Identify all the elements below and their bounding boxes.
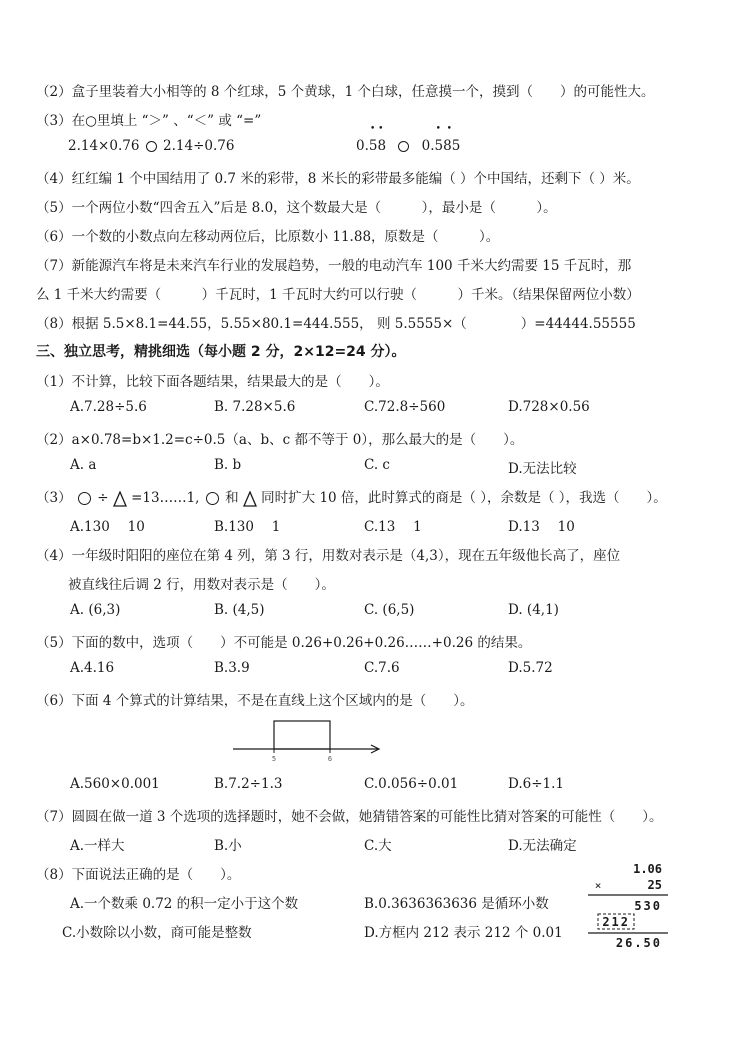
q3-suffix: 同时扩大 10 倍，此时算式的商是（ ），余数是（ ），我选（ ）。 — [261, 490, 667, 506]
choice-q6-option-b[interactable]: B.7.2÷1.3 — [214, 776, 283, 792]
fill-q2: （2）盒子里装着大小相等的 8 个红球，5 个黄球，1 个白球，任意摸一个，摸到（ ）的可能性大。 — [36, 84, 655, 100]
fill-q3-compare-b — [356, 124, 461, 154]
q3-prefix: （3） — [36, 490, 72, 506]
choice-q6-option-d[interactable]: D.6÷1.1 — [508, 776, 565, 792]
choice-q6-option-c[interactable]: C.0.056÷0.01 — [364, 776, 459, 792]
choice-q1-stem: （1）不计算，比较下面各题结果，结果最大的是（ ）。 — [36, 374, 389, 390]
choice-q8-option-a[interactable]: A.一个数乘 0.72 的积一定小于这个数 — [70, 896, 299, 912]
choice-q4-option-b[interactable]: B. (4,5) — [214, 602, 265, 618]
circle-icon — [206, 492, 219, 505]
choice-q1-option-a[interactable]: A.7.28÷5.6 — [70, 399, 147, 415]
calc-multiplier: 25 — [647, 878, 662, 892]
fill-q7-line1: （7）新能源汽车将是未来汽车行业的发展趋势，一般的电动汽车 100 千米大约需要 15 千瓦时，那 — [36, 258, 632, 274]
choice-q7-option-c[interactable]: C.大 — [364, 838, 392, 854]
q3-mid: =13……1, — [131, 490, 200, 506]
choice-q8-option-b[interactable]: B.0.3636363636 是循环小数 — [364, 896, 549, 912]
choice-q5-option-c[interactable]: C.7.6 — [364, 660, 400, 676]
divide-sign: ÷ — [97, 490, 109, 506]
choice-q6-stem: （6）下面 4 个算式的计算结果，不是在直线上这个区域内的是（ ）。 — [36, 693, 474, 709]
choice-q1-option-b[interactable]: B. 7.28×5.6 — [214, 399, 296, 415]
choice-q7-option-b[interactable]: B.小 — [214, 838, 242, 854]
section-3-title: 三、独立思考，精挑细选（每小题 2 分，2×12=24 分）。 — [36, 344, 406, 360]
choice-q6-option-a[interactable]: A.560×0.001 — [70, 776, 160, 792]
choice-q5-option-a[interactable]: A.4.16 — [70, 660, 115, 676]
fill-q3-compare-a — [68, 138, 234, 154]
fill-q3: （3）在○里填上 “＞” 、“＜” 或 “=” — [36, 113, 262, 129]
triangle-icon — [113, 491, 127, 507]
choice-q3-option-b[interactable]: B.130 1 — [214, 519, 281, 535]
choice-q4-stem-line2: 被直线往后调 2 行，用数对表示是（ ）。 — [68, 577, 335, 593]
choice-q1-option-c[interactable]: C.72.8÷560 — [364, 399, 446, 415]
choice-q8-option-c[interactable]: C.小数除以小数，商可能是整数 — [62, 925, 252, 941]
choice-q2-option-d[interactable]: D.无法比较 — [508, 461, 577, 477]
number-line-figure — [228, 715, 388, 765]
compare-circle-icon[interactable] — [146, 141, 157, 152]
choice-q2-stem: （2）a×0.78=b×1.2=c÷0.5（a、b、c 都不等于 0），那么最大的是（ ）。 — [36, 432, 524, 448]
compare-b-left: 0.58 — [356, 138, 387, 154]
vertical-multiplication-figure — [584, 858, 674, 950]
triangle-icon — [243, 491, 257, 507]
calc-multiplicand: 1.06 — [633, 862, 662, 876]
choice-q8-stem: （8）下面说法正确的是（ ）。 — [36, 867, 241, 883]
repeat-dots-icon: • • — [435, 124, 452, 134]
calc-partial-2: 212 — [602, 915, 630, 929]
compare-circle-icon[interactable] — [398, 141, 409, 152]
fill-q5: （5）一个两位小数“四舍五入”后是 8.0，这个数最大是（ ），最小是（ ）。 — [36, 200, 557, 216]
choice-q4-option-a[interactable]: A. (6,3) — [70, 602, 121, 618]
fill-q4: （4）红红编 1 个中国结用了 0.7 米的彩带，8 米长的彩带最多能编（ ）个中国结，还剩下（ ）米。 — [36, 171, 640, 187]
choice-q7-option-a[interactable]: A.一样大 — [70, 838, 125, 854]
q3-and: 和 — [225, 490, 239, 506]
compare-b-right: 0.585 — [421, 138, 461, 154]
fill-q6: （6）一个数的小数点向左移动两位后，比原数小 11.88，原数是（ ）。 — [36, 229, 500, 245]
choice-q8-option-d[interactable]: D.方框内 212 表示 212 个 0.01 — [364, 925, 563, 941]
number-line-region — [274, 721, 330, 749]
compare-a-left: 2.14×0.76 — [68, 138, 140, 154]
choice-q3-option-a[interactable]: A.130 10 — [70, 519, 145, 535]
choice-q5-option-d[interactable]: D.5.72 — [508, 660, 553, 676]
tick-label-5: 5 — [271, 755, 277, 763]
choice-q4-option-d[interactable]: D. (4,1) — [508, 602, 559, 618]
tick-label-6: 6 — [327, 755, 333, 763]
fill-q7-line2: 么 1 千米大约需要（ ）千瓦时，1 千瓦时大约可以行驶（ ）千米。（结果保留两位小数） — [36, 287, 640, 303]
choice-q5-option-b[interactable]: B.3.9 — [214, 660, 250, 676]
choice-q2-option-c[interactable]: C. c — [364, 457, 390, 473]
choice-q4-stem-line1: （4）一年级时阳阳的座位在第 4 列，第 3 行，用数对表示是（4,3），现在五年级他长高了，座位 — [36, 548, 621, 564]
choice-q5-stem: （5）下面的数中，选项（ ）不可能是 0.26+0.26+0.26……+0.26 的结果。 — [36, 635, 532, 651]
choice-q2-option-b[interactable]: B. b — [214, 457, 242, 473]
choice-q3-stem — [36, 486, 667, 507]
choice-q2-option-a[interactable]: A. a — [70, 457, 97, 473]
choice-q7-option-d[interactable]: D.无法确定 — [508, 838, 577, 854]
calc-product: 26.50 — [615, 936, 662, 950]
choice-q1-option-d[interactable]: D.728×0.56 — [508, 399, 590, 415]
compare-a-right: 2.14÷0.76 — [163, 138, 235, 154]
choice-q7-stem: （7）圆圆在做一道 3 个选项的选择题时，她不会做，她猜错答案的可能性比猜对答案的可能性（ ）。 — [36, 809, 663, 825]
calc-partial-1: 530 — [634, 899, 662, 913]
choice-q4-option-c[interactable]: C. (6,5) — [364, 602, 415, 618]
choice-q3-option-c[interactable]: C.13 1 — [364, 519, 422, 535]
circle-icon — [78, 492, 91, 505]
fill-q8: （8）根据 5.5×8.1=44.55，5.55×80.1=444.555， 则 5.5555×（ ）=44444.55555 — [36, 316, 636, 332]
calc-times-sign: × — [594, 879, 602, 892]
repeat-dots-icon: • • — [370, 124, 384, 134]
choice-q3-option-d[interactable]: D.13 10 — [508, 519, 575, 535]
